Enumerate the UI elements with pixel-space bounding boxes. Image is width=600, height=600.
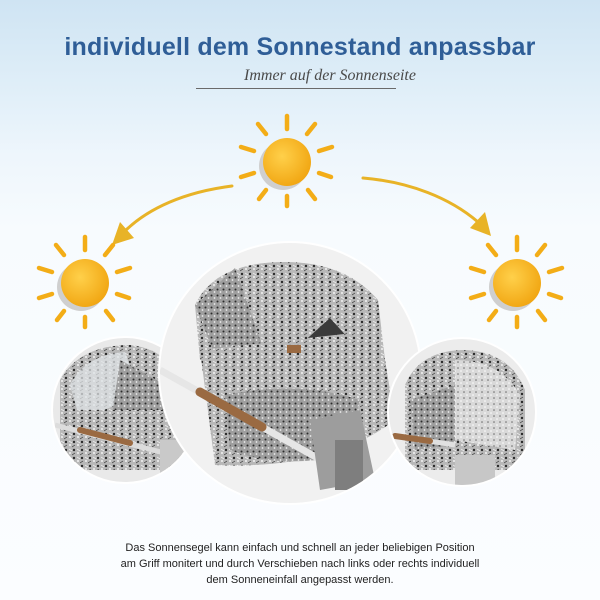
- caption-line: Das Sonnensegel kann einfach und schnell an jeder beliebigen Position: [125, 542, 475, 554]
- curved-arrow-right-icon: [363, 178, 491, 236]
- subheadline: Immer auf der Sonnenseite: [244, 67, 416, 84]
- stroller-photo-center: [158, 241, 423, 506]
- description-caption: [0, 540, 600, 588]
- caption-line: dem Sonneneinfall angepasst werden.: [206, 574, 394, 586]
- curved-arrow-left-icon: [112, 186, 232, 245]
- sun-icon: [39, 237, 130, 327]
- sun-icon: [241, 116, 332, 206]
- sun-icon: [471, 237, 562, 327]
- caption-line: am Griff monitert und durch Verschieben nach links oder rechts individuell: [120, 558, 480, 570]
- headline: individuell dem Sonnestand anpassbar: [64, 33, 536, 61]
